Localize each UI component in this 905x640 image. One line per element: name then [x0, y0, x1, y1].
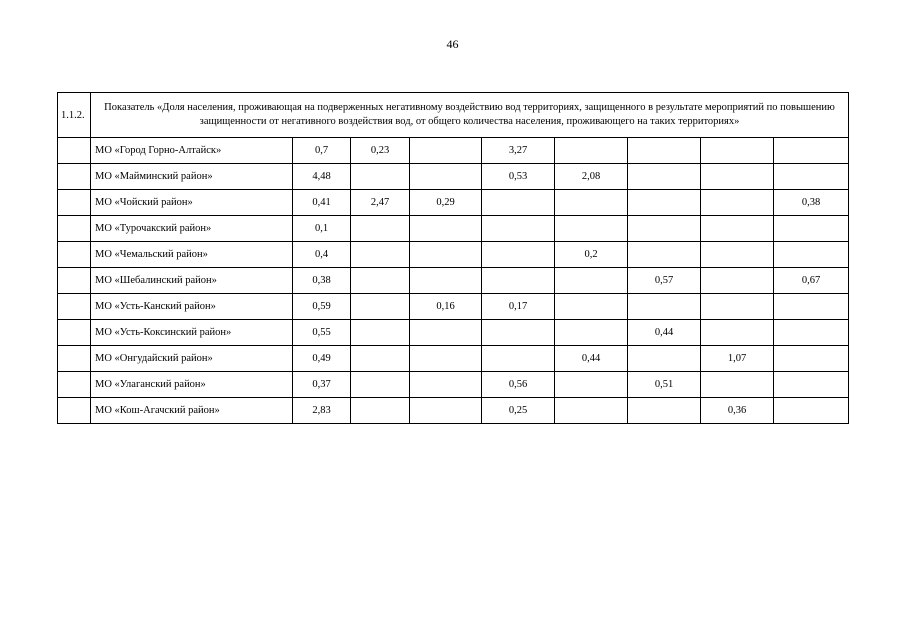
value-cell: [351, 346, 410, 372]
value-cell: 0,7: [293, 138, 351, 164]
section-header-row: [58, 93, 849, 138]
value-cell: 0,36: [701, 398, 774, 424]
value-cell: 0,44: [555, 346, 628, 372]
value-cell: [410, 320, 482, 346]
value-cell: [555, 216, 628, 242]
page-number: 46: [446, 37, 459, 51]
value-cell: [555, 294, 628, 320]
value-cell: [482, 216, 555, 242]
value-cell: [351, 216, 410, 242]
value-cell: 0,16: [410, 294, 482, 320]
value-cell: 0,38: [774, 190, 849, 216]
value-cell: 1,07: [701, 346, 774, 372]
value-cell: 4,48: [293, 164, 351, 190]
section-number: 1.1.2.: [58, 93, 91, 138]
value-cell: 3,27: [482, 138, 555, 164]
table-row: [58, 164, 849, 190]
value-cell: [774, 320, 849, 346]
value-cell: 0,51: [628, 372, 701, 398]
table-row: [58, 138, 849, 164]
value-cell: [555, 138, 628, 164]
value-cell: 0,67: [774, 268, 849, 294]
row-number-cell: [58, 242, 91, 268]
district-name: МО «Чемальский район»: [91, 242, 293, 268]
value-cell: 2,83: [293, 398, 351, 424]
value-cell: [628, 294, 701, 320]
value-cell: [555, 398, 628, 424]
value-cell: [482, 242, 555, 268]
value-cell: [482, 346, 555, 372]
value-cell: [351, 268, 410, 294]
value-cell: [628, 138, 701, 164]
value-cell: 0,29: [410, 190, 482, 216]
value-cell: [701, 268, 774, 294]
value-cell: 0,23: [351, 138, 410, 164]
value-cell: 0,37: [293, 372, 351, 398]
value-cell: [628, 190, 701, 216]
district-name: МО «Майминский район»: [91, 164, 293, 190]
value-cell: 0,4: [293, 242, 351, 268]
value-cell: [410, 372, 482, 398]
value-cell: [701, 294, 774, 320]
value-cell: 0,17: [482, 294, 555, 320]
value-cell: [774, 346, 849, 372]
value-cell: 0,49: [293, 346, 351, 372]
value-cell: [410, 346, 482, 372]
data-table: [57, 92, 849, 424]
value-cell: 0,55: [293, 320, 351, 346]
value-cell: 0,59: [293, 294, 351, 320]
value-cell: [774, 138, 849, 164]
value-cell: 0,57: [628, 268, 701, 294]
district-name: МО «Кош-Агачский район»: [91, 398, 293, 424]
value-cell: [410, 398, 482, 424]
value-cell: 0,1: [293, 216, 351, 242]
table-row: [58, 372, 849, 398]
value-cell: [701, 216, 774, 242]
table-row: [58, 242, 849, 268]
value-cell: [628, 242, 701, 268]
value-cell: [555, 190, 628, 216]
value-cell: [701, 190, 774, 216]
value-cell: [701, 320, 774, 346]
district-name: МО «Город Горно-Алтайск»: [91, 138, 293, 164]
row-number-cell: [58, 372, 91, 398]
value-cell: [351, 372, 410, 398]
district-name: МО «Усть-Канский район»: [91, 294, 293, 320]
district-name: МО «Улаганский район»: [91, 372, 293, 398]
row-number-cell: [58, 294, 91, 320]
value-cell: [351, 320, 410, 346]
row-number-cell: [58, 320, 91, 346]
value-cell: [351, 398, 410, 424]
value-cell: 0,25: [482, 398, 555, 424]
district-name: МО «Турочакский район»: [91, 216, 293, 242]
table-row: [58, 216, 849, 242]
value-cell: [628, 398, 701, 424]
value-cell: 0,53: [482, 164, 555, 190]
value-cell: [701, 372, 774, 398]
row-number-cell: [58, 398, 91, 424]
value-cell: [351, 164, 410, 190]
district-name: МО «Чойский район»: [91, 190, 293, 216]
value-cell: [555, 320, 628, 346]
table-row: [58, 346, 849, 372]
value-cell: [701, 242, 774, 268]
value-cell: [482, 268, 555, 294]
district-name: МО «Онгудайский район»: [91, 346, 293, 372]
value-cell: [410, 268, 482, 294]
row-number-cell: [58, 138, 91, 164]
table-row: [58, 320, 849, 346]
value-cell: [555, 372, 628, 398]
table-row: [58, 294, 849, 320]
value-cell: [482, 320, 555, 346]
district-name: МО «Шебалинский район»: [91, 268, 293, 294]
value-cell: 2,08: [555, 164, 628, 190]
table-row: [58, 398, 849, 424]
value-cell: [701, 138, 774, 164]
value-cell: 0,41: [293, 190, 351, 216]
value-cell: [774, 294, 849, 320]
value-cell: [410, 164, 482, 190]
table-row: [58, 190, 849, 216]
row-number-cell: [58, 268, 91, 294]
value-cell: [774, 216, 849, 242]
value-cell: [410, 138, 482, 164]
value-cell: [774, 398, 849, 424]
value-cell: [555, 268, 628, 294]
value-cell: 0,44: [628, 320, 701, 346]
value-cell: 2,47: [351, 190, 410, 216]
district-name: МО «Усть-Коксинский район»: [91, 320, 293, 346]
value-cell: [774, 164, 849, 190]
value-cell: [701, 164, 774, 190]
row-number-cell: [58, 346, 91, 372]
row-number-cell: [58, 164, 91, 190]
value-cell: [628, 164, 701, 190]
value-cell: [351, 294, 410, 320]
value-cell: [482, 190, 555, 216]
value-cell: 0,2: [555, 242, 628, 268]
value-cell: [774, 242, 849, 268]
value-cell: [628, 216, 701, 242]
table-row: [58, 268, 849, 294]
value-cell: 0,38: [293, 268, 351, 294]
value-cell: [628, 346, 701, 372]
row-number-cell: [58, 190, 91, 216]
row-number-cell: [58, 216, 91, 242]
value-cell: [410, 216, 482, 242]
value-cell: [351, 242, 410, 268]
value-cell: [410, 242, 482, 268]
indicator-title: Показатель «Доля населения, проживающая на подверженных негативному воздействию вод территориях, защищенного в результате мероприятий по повышению защищенности от негативного воздействия вод, от общего количества населения, проживающего на таких территориях»: [91, 93, 849, 138]
value-cell: 0,56: [482, 372, 555, 398]
value-cell: [774, 372, 849, 398]
